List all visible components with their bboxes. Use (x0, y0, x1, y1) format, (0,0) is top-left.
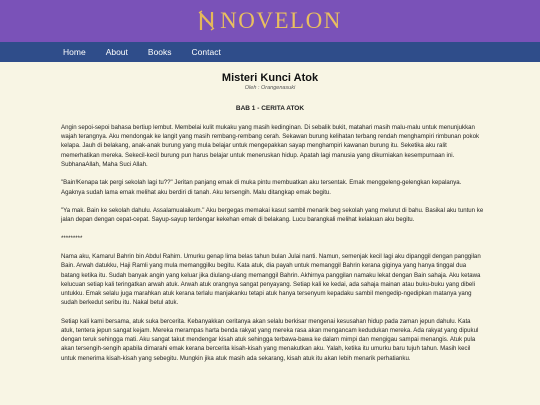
paragraph: Nama aku, Kamarul Bahrin bin Abdul Rahim. Umurku genap lima belas tahun bulan Julai nanti. Namun, semenjak kecil lagi aku dipanggil dengan panggilan Bain. Arwah datukku, Haji Ramli yang mula memanggilku begitu. Kata atuk, dia payah untuk memanggil Bahrin kerana giginya yang hanya tinggal dua batang ketika itu. Sudah banyak angin yang keluar jika diulang-ulang memanggil Bahrin. Akhirnya panggilan namaku lekat dengan Bain sahaja. Aku ketawa kelucuan setiap kali teringatkan arwah atuk. Arwah atuk orangnya sangat penyayang. Setiap kali ke kedai, ada sahaja mainan atau buku-buku yang dibeli untukku. Emak selalu juga marahkan atuk kerana terlalu manjakanku tetapi atuk hanya tersenyum kepadaku sambil mengedip-ngedipkan matanya yang sudah berkedut seribu itu. Nakal betul atuk. (61, 253, 481, 307)
section-divider: ********* (61, 234, 83, 242)
story-container (0, 62, 540, 405)
site-header (0, 0, 540, 42)
brand-logo-text[interactable]: NOVELON (220, 8, 342, 33)
nav-books[interactable]: Books (147, 47, 172, 57)
story-title: Misteri Kunci Atok (221, 72, 319, 84)
paragraph: "Bain!Kenapa tak pergi sekolah lagi tu??" Jeritan panjang emak di muka pintu membuatkan aku tersentak. Emak menggeleng-gelengkan kepalanya. Agaknya sudah lama emak melihat aku berdiri di tanah. Aku tersengih. Malu ditangkap emak begitu. (61, 179, 462, 196)
paragraph: Setiap kali kami bersama, atuk suka bercerita. Kebanyakkan ceritanya akan selalu berkisar mengenai kesusahan hidup pada zaman jepun dahulu. Kata atuk, tentera jepun sangat kejam. Mereka merampas harta benda rakyat yang mereka rasa akan mengancam kedudukan mereka. Ada rakyat yang dipukul dengan teruk sehingga mati. Aku sangat takut mendengar kisah atuk sehingga terbawa-bawa ke dalam mimpi dan mengigau sampai menangis. Atuk pula akan tersengih-sengih apabila dimarahi emak kerana bercerita kisah-kisah yang menakutkan aku. Yalah, ketika itu umurku baru tujuh tahun. Masih kecil untuk menerima kisah-kisah yang sebegitu. Mungkin jika atuk masih ada sekarang, kisah atuk itu akan lebih menarik perhatianku. (61, 317, 479, 362)
paragraph: "Ya mak. Bain ke sekolah dahulu. Assalamualaikum." Aku bergegas memakai kasut sambil menarik beg sekolah yang melurut di bahu. Basikal aku tuntun ke jalan depan dengan cepat-cepat. Sayup-sayup terdengar kekehan emak di belakang. Lucu barangkali melihat kelakuan aku begitu. (61, 207, 484, 224)
chapter-heading: BAB 1 - CERITA ATOK (235, 105, 305, 112)
nav-about[interactable]: About (105, 47, 128, 57)
paragraph: Angin sepoi-sepoi bahasa bertiup lembut. Membelai kulit mukaku yang masih kedinginan. Di sebalik bukit, matahari masih malu-malu untuk menunjukkan wajah terangnya. Aku mendongak ke langit yang masih rembang-rembang cerah. Sekawan burung kelihatan terbang rendah menghampiri rimbunan pokok kelapa. Jauh di belakang, anak-anak burung yang mula belajar untuk mengepakkan sayap menghampiri kawanan burung itu. Seketika aku ralit memerhatikan mereka. Sekecil-kecil burung pun harus belajar untuk meneruskan hidup. Apatah lagi manusia yang dikurniakan kesempurnaan ini. SubhanaAllah, Maha Suci Allah. (61, 124, 480, 168)
pen-nib-icon (198, 10, 216, 32)
nav-home[interactable]: Home (63, 47, 86, 57)
story-body (0, 123, 540, 363)
story-author: Oleh : Orangenasuki (244, 85, 296, 91)
main-nav (0, 42, 540, 62)
reading-page (0, 62, 540, 405)
nav-contact[interactable]: Contact (191, 47, 221, 57)
